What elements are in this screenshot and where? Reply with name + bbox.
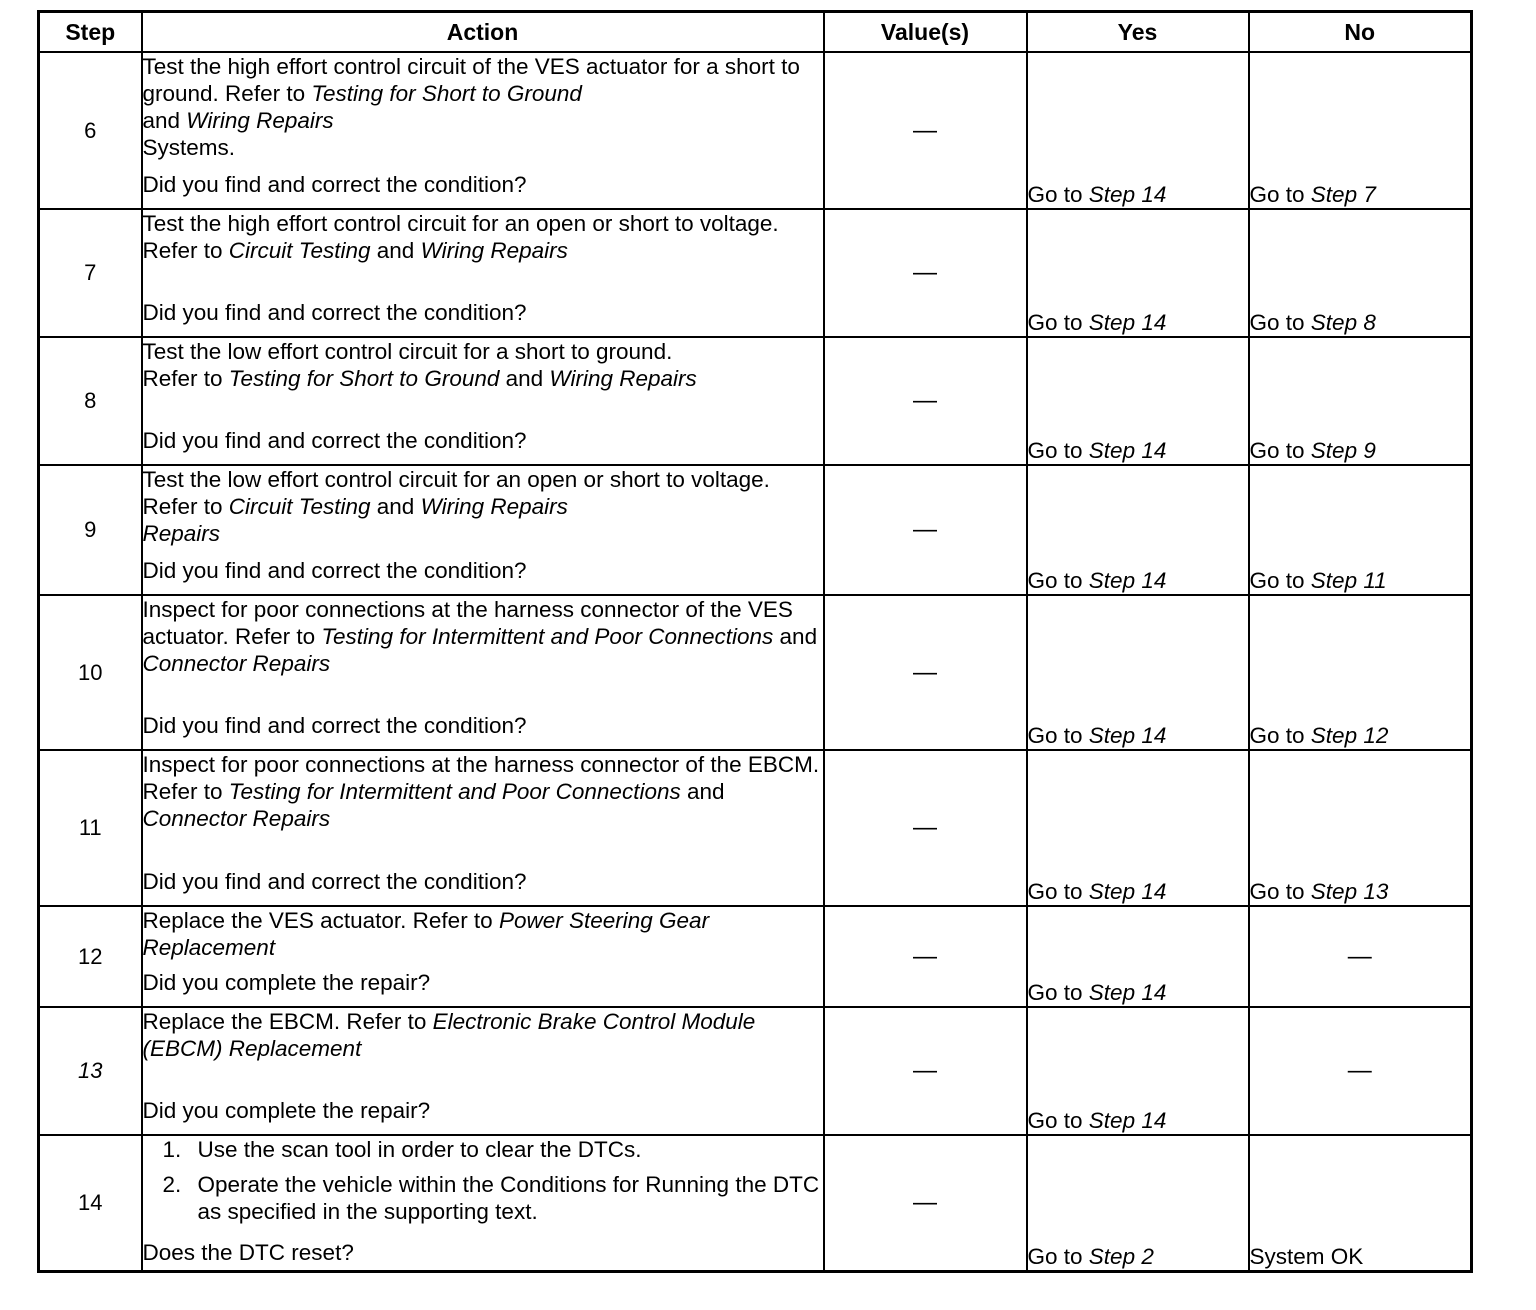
table-row <box>39 52 1472 209</box>
no-cell: — <box>1249 1007 1472 1135</box>
action-steps-list <box>143 1136 823 1225</box>
no-prefix: Go to <box>1249 182 1311 207</box>
yes-step-reference: Step 14 <box>1088 1108 1167 1133</box>
no-step-reference: Step 13 <box>1310 879 1389 904</box>
value-cell: — <box>824 52 1027 209</box>
value-cell: — <box>824 1135 1027 1271</box>
action-content <box>143 1008 823 1124</box>
yes-cell <box>1027 337 1249 465</box>
header-step: Step <box>39 12 142 53</box>
action-text <box>143 338 823 392</box>
diagnostic-table <box>37 10 1473 1273</box>
yes-cell <box>1027 1007 1249 1135</box>
yes-step-reference: Step 14 <box>1088 568 1167 593</box>
no-prefix: Go to <box>1249 310 1311 335</box>
no-cell: — <box>1249 906 1472 1007</box>
action-text-part: Test the high effort control circuit of the VES actuator for a short to ground. Refer to <box>142 54 800 106</box>
yes-step-reference: Step 14 <box>1088 310 1167 335</box>
reference-link-text: Repairs <box>142 521 221 546</box>
yes-step-reference: Step 14 <box>1088 182 1167 207</box>
reference-link-text: Circuit Testing <box>228 238 371 263</box>
yes-prefix: Go to <box>1027 310 1089 335</box>
reference-link-text: Wiring Repairs <box>186 108 334 133</box>
table-row <box>39 337 1472 465</box>
action-content <box>142 1136 823 1265</box>
list-item-text: Use the scan tool in order to clear the DTCs. <box>197 1137 642 1162</box>
no-prefix: Go to <box>1249 723 1311 748</box>
list-item-text: Operate the vehicle within the Conditions for Running the DTC as specified in the supporting text. <box>197 1172 820 1224</box>
action-question: Did you find and correct the condition? <box>142 428 527 453</box>
action-cell <box>142 906 824 1007</box>
yes-step-reference: Step 2 <box>1088 1243 1154 1269</box>
yes-prefix: Go to <box>1027 438 1089 463</box>
yes-step-reference: Step 14 <box>1088 723 1167 748</box>
action-text-part: Inspect for poor connections at the harness connector of the VES actuator. Refer to <box>142 597 793 649</box>
yes-cell <box>1027 595 1249 750</box>
value-cell: — <box>824 906 1027 1007</box>
yes-prefix: Go to <box>1027 182 1089 207</box>
reference-link-text: Wiring Repairs <box>549 366 697 391</box>
action-question: Did you find and correct the condition? <box>142 558 527 583</box>
action-text <box>143 1008 823 1062</box>
action-text <box>143 596 823 677</box>
yes-step-reference: Step 14 <box>1088 879 1167 904</box>
no-step-reference: Step 7 <box>1310 182 1376 207</box>
yes-prefix: Go to <box>1027 1108 1089 1133</box>
action-question: Did you find and correct the condition? <box>142 869 527 894</box>
action-content <box>143 466 823 584</box>
yes-cell <box>1027 906 1249 1007</box>
action-text-part: Test the low effort control circuit for an open or short to voltage. Refer to <box>142 467 770 519</box>
list-item <box>163 1136 823 1163</box>
no-prefix: Go to <box>1249 568 1311 593</box>
value-cell: — <box>824 337 1027 465</box>
table-row <box>39 906 1472 1007</box>
action-question: Did you complete the repair? <box>142 970 431 995</box>
no-step-reference: Step 9 <box>1310 438 1376 463</box>
no-cell <box>1249 209 1472 337</box>
yes-prefix: Go to <box>1027 568 1089 593</box>
list-item-number: 2. <box>162 1172 182 1197</box>
table-row <box>39 750 1472 906</box>
no-cell: System OK <box>1249 1135 1472 1271</box>
step-number: 6 <box>39 52 142 209</box>
step-number: 13 <box>39 1007 142 1135</box>
no-cell <box>1249 337 1472 465</box>
reference-link-text: Connector Repairs <box>142 806 331 831</box>
no-step-reference: Step 8 <box>1310 310 1376 335</box>
action-question: Did you find and correct the condition? <box>142 172 527 197</box>
action-cell <box>142 595 824 750</box>
action-cell <box>142 465 824 595</box>
table-row <box>39 595 1472 750</box>
header-yes: Yes <box>1027 12 1249 53</box>
yes-cell <box>1027 465 1249 595</box>
reference-link-text: Connector Repairs <box>142 651 331 676</box>
action-cell <box>142 52 824 209</box>
reference-link-text: Circuit Testing <box>228 494 371 519</box>
table-row <box>39 1007 1472 1135</box>
action-text-part: Replace the EBCM. Refer to <box>142 1009 433 1034</box>
action-content <box>143 751 823 895</box>
table-row <box>39 209 1472 337</box>
action-question: Does the DTC reset? <box>142 1240 354 1265</box>
yes-cell <box>1027 209 1249 337</box>
no-prefix: Go to <box>1249 438 1311 463</box>
reference-link-text: Testing for Intermittent and Poor Connections <box>321 624 774 649</box>
action-cell <box>142 337 824 465</box>
header-values: Value(s) <box>824 12 1027 53</box>
table-row <box>39 1135 1472 1271</box>
action-text <box>143 210 823 264</box>
action-text-part: Inspect for poor connections at the harness connector of the EBCM. Refer to <box>142 752 820 804</box>
action-content <box>143 210 823 326</box>
no-cell <box>1249 465 1472 595</box>
action-text-part: and <box>680 779 725 804</box>
yes-step-reference: Step 14 <box>1088 980 1167 1005</box>
reference-link-text: Testing for Short to Ground <box>228 366 500 391</box>
yes-prefix: Go to <box>1027 723 1089 748</box>
yes-cell <box>1027 52 1249 209</box>
list-item <box>163 1171 823 1225</box>
list-item-number: 1. <box>162 1137 182 1162</box>
action-text-part: Systems. <box>142 135 236 160</box>
action-text-part: Replace the VES actuator. Refer to <box>142 908 499 933</box>
action-question: Did you find and correct the condition? <box>142 713 527 738</box>
action-content <box>143 596 823 739</box>
action-cell <box>142 750 824 906</box>
header-action: Action <box>142 12 824 53</box>
action-text-part: Test the low effort control circuit for a short to ground. <box>142 339 673 364</box>
action-text-part: and <box>370 238 421 263</box>
no-cell <box>1249 750 1472 906</box>
step-number: 12 <box>39 906 142 1007</box>
reference-link-text: Wiring Repairs <box>420 238 568 263</box>
value-cell: — <box>824 750 1027 906</box>
action-text-part: and <box>142 108 187 133</box>
yes-cell <box>1027 1135 1249 1271</box>
value-cell: — <box>824 209 1027 337</box>
step-number: 8 <box>39 337 142 465</box>
yes-step-reference: Step 14 <box>1088 438 1167 463</box>
action-text-part: and <box>773 624 818 649</box>
action-question: Did you find and correct the condition? <box>142 300 527 325</box>
action-text-part: and <box>499 366 550 391</box>
step-number: 9 <box>39 465 142 595</box>
yes-prefix: Go to <box>1027 980 1089 1005</box>
reference-link-text: Testing for Short to Ground <box>311 81 582 106</box>
value-cell: — <box>824 465 1027 595</box>
action-text <box>143 1136 823 1233</box>
step-number: 14 <box>39 1135 142 1271</box>
action-text <box>143 907 823 961</box>
action-content <box>143 338 823 454</box>
header-no: No <box>1249 12 1472 53</box>
no-step-reference: Step 11 <box>1310 568 1387 593</box>
reference-link-text: Testing for Intermittent and Poor Connections <box>228 779 681 804</box>
no-cell <box>1249 595 1472 750</box>
action-content <box>143 907 823 996</box>
no-step-reference: Step 12 <box>1310 723 1389 748</box>
value-cell: — <box>824 595 1027 750</box>
header-row <box>39 12 1472 53</box>
yes-prefix: Go to <box>1027 1243 1089 1269</box>
action-text <box>143 466 823 547</box>
yes-prefix: Go to <box>1027 879 1089 904</box>
action-question: Did you complete the repair? <box>142 1098 431 1123</box>
action-text <box>143 751 823 832</box>
reference-link-text: Power Steering Gear Replacement <box>142 908 710 960</box>
action-cell <box>142 1135 824 1271</box>
action-text-part: Refer to <box>142 366 229 391</box>
step-number: 10 <box>39 595 142 750</box>
action-content <box>143 53 823 198</box>
action-text <box>143 53 823 161</box>
no-cell <box>1249 52 1472 209</box>
action-cell <box>142 1007 824 1135</box>
no-prefix: Go to <box>1249 879 1311 904</box>
value-cell: — <box>824 1007 1027 1135</box>
yes-cell <box>1027 750 1249 906</box>
step-number: 11 <box>39 750 142 906</box>
reference-link-text: Electronic Brake Control Module (EBCM) Replacement <box>142 1009 756 1061</box>
action-text-part: and <box>370 494 421 519</box>
table-row <box>39 465 1472 595</box>
step-number: 7 <box>39 209 142 337</box>
action-text-part: Test the high effort control circuit for an open or short to voltage. Refer to <box>142 211 779 263</box>
action-cell <box>142 209 824 337</box>
reference-link-text: Wiring Repairs <box>420 494 568 519</box>
